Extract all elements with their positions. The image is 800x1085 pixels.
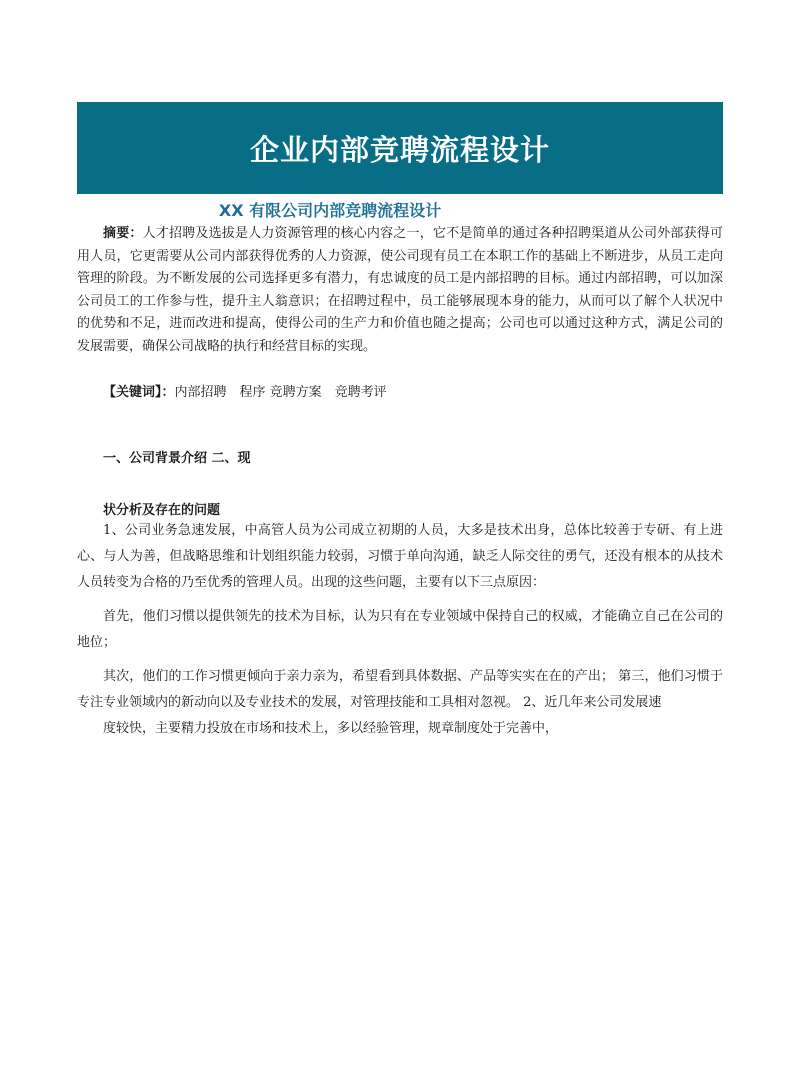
body-paragraph-3: 其次，他们的工作习惯更倾向于亲力亲为，希望看到具体数据、产品等实实在在的产出； 第三，他们习惯于专注专业领域内的新动向以及专业技术的发展，对管理技能和工具相对忽视。 2、近几年来公司发展速: [77, 669, 723, 710]
title-banner: [77, 102, 723, 194]
keywords-text: 内部招聘 程序 竞聘方案 竞聘考评: [174, 385, 387, 400]
document-title: 企业内部竞聘流程设计: [249, 132, 550, 167]
abstract-text: 人才招聘及选拔是人力资源管理的核心内容之一，它不是简单的通过各种招聘渠道从公司外部获得可用人员，它更需要从公司内部获得优秀的人力资源，使公司现有员工在本职工作的基础上不断进步，从员工走向管理的阶段。为不断发展的公司选择更多有潜力，有忠诚度的员工是内部招聘的目标。通过内部招聘，可以加深公司员工的工作参与性，提升主人翁意识；在招聘过程中，员工能够展现本身的能力，从而可以了解个人状况中的优势和不足，进而改进和提高，使得公司的生产力和价值也随之提高；公司也可以通过这种方式，满足公司的发展需要，确保公司战略的执行和经营目标的实现。: [77, 226, 723, 354]
keywords-label: 【关键词】：: [103, 385, 175, 400]
body-paragraph-2: 首先，他们习惯以提供领先的技术为目标，认为只有在专业领域中保持自己的权威，才能确立自己在公司的地位；: [77, 609, 723, 650]
abstract-label: 摘要：: [103, 226, 143, 241]
section-heading-analysis: 状分析及存在的问题: [103, 503, 221, 518]
abstract-paragraph: [77, 223, 723, 359]
body-paragraph-4: 度较快，主要精力投放在市场和技术上，多以经验管理，规章制度处于完善中，: [103, 721, 559, 736]
body-paragraph-1: 1、公司业务急速发展，中高管人员为公司成立初期的人员，大多是技术出身，总体比较善于专研、有上进心、与人为善，但战略思维和计划组织能力较弱，习惯于单向沟通，缺乏人际交往的勇气，还没有根本的从技术人员转变为合格的乃至优秀的管理人员。出现的这些问题，主要有以下三点原因：: [77, 523, 723, 590]
document-subtitle: XX 有限公司内部竞聘流程设计: [218, 201, 442, 220]
keywords-line: [103, 382, 749, 405]
section-heading-background: 一、公司背景介绍 二、现: [103, 451, 251, 466]
